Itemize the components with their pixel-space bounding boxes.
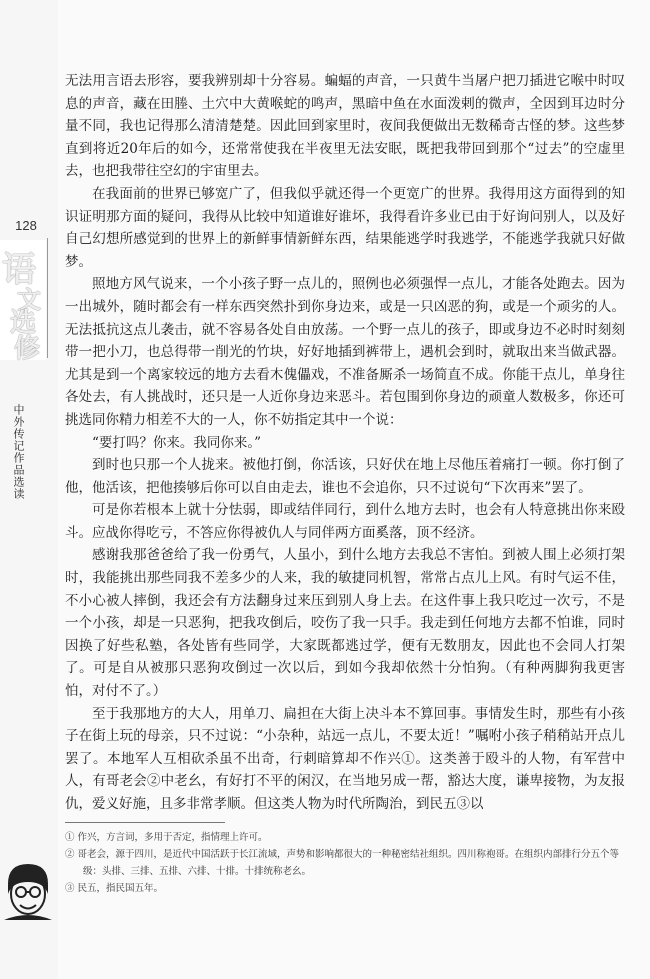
sidebar-divider	[47, 238, 48, 358]
sidebar	[0, 0, 58, 979]
paragraph: 感谢我那爸爸给了我一份勇气，人虽小，到什么地方去我总不害怕。到被人围上必须打架时，我能挑出那些同我不差多少的人来，我的敏捷同机智，常常占点儿上风。有时气运不佳，不小心被人摔倒，我还会有方法翻身过来压到别人身上去。在这件事上我只吃过一次亏，不是一个小孩，却是一只恶狗，把我攻倒后，咬伤了我一只手。我走到任何地方去都不怕谁，同时因换了好些私塾，各处皆有些同学，大家既都逃过学，便有无数朋友，因此也不会同人打架了。可是自从被那只恶狗攻倒过一次以后，到如今我却依然十分怕狗。（有种两脚狗我更害怕，对付不了。）	[65, 547, 625, 700]
footnotes	[65, 822, 630, 897]
sidebar-title-char: 选	[9, 308, 36, 338]
paragraph: 无法用言语去形容，要我辨别却十分容易。蝙蝠的声音，一只黄牛当屠户把刀插进它喉中时叹息的声音，藏在田塍、土穴中大黄喉蛇的鸣声，黑暗中鱼在水面泼剌的微声，全因到耳边时分量不同，我也记得那么清清楚楚。因此回到家里时，夜间我便做出无数稀奇古怪的梦。这些梦直到将近20年后的如今，还常常使我在半夜里无法安眠，既把我带回到那个“过去”的空虚里去，也把我带往空幻的宇宙里去。	[65, 73, 625, 180]
paragraph: 到时也只那一个人拢来。被他打倒，你活该，只好伏在地上尽他压着痛打一顿。你打倒了他，他活该，把他揍够后你可以自由走去，谁也不会追你，只不过说句“下次再来”罢了。	[65, 457, 625, 496]
sidebar-subtitle: 中外传记作品选读	[12, 404, 25, 500]
paragraph: 照地方风气说来，一个小孩子野一点儿的，照例也必须强悍一点儿，才能各处跑去。因为一出城外，随时都会有一样东西突然扑到你身边来，或是一只凶恶的狗，或是一个顽劣的人。无法抵抗这点儿袭击，就不容易各处自由放荡。一个野一点儿的孩子，即或身边不必时时刻刻带一把小刀，也总得带一削光的竹块，好好地插到裤带上，遇机会到时，就取出来当做武器。尤其是到一个离家较远的地方去看木傀儡戏，不准备厮杀一场简直不成。你能干点儿，单身往各处去，有人挑战时，还只是一人近你身边来恶斗。若包围到你身边的顽童人数极多，你还可挑选同你精力相差不大的一人，你不妨指定其中一个说：	[65, 276, 625, 428]
footnote: ② 哥老会，源于四川，是近代中国活跃于长江流域，声势和影响都很大的一种秘密结社组织。四川称袍哥。在组织内部排行分五个等级：头排、三排、五排、六排、十排。十排统称老幺。	[65, 849, 620, 877]
paragraph: 在我面前的世界已够宽广了，但我似乎就还得一个更宽广的世界。我得用这方面得到的知识证明那方面的疑问，我得从比较中知道谁好谁坏，我得看许多业已由于好询问别人，以及好自己幻想所感觉到的世界上的新鲜事情新鲜东西，结果能逃学时我逃学，不能逃学我就只好做梦。	[65, 185, 625, 270]
sidebar-series-title	[0, 240, 46, 364]
sidebar-title-char: 语	[2, 250, 36, 290]
paragraph: 至于我那地方的大人，用单刀、扁担在大街上决斗本不算回事。事情发生时，那些有小孩子在街上玩的母亲，只不过说：“小杂种，站远一点儿，不要太近！”嘱咐小孩子稍稍站开点儿罢了。本地军人互相砍杀虽不出奇，行刺暗算却不作兴①。这类善于殴斗的人物，有军营中人，有哥老会②中老幺，有好打不平的闲汉，在当地另成一帮，豁达大度，谦卑接物，为友报仇，爱义好施，且多非常孝顺。但这类人物为时代所陶治，到民五③以	[65, 705, 625, 812]
main-text	[65, 70, 625, 816]
sidebar-title-char: 修	[13, 334, 40, 364]
paragraph: 可是你若根本上就十分怯弱，即或结伴同行，到什么地方去时，也会有人特意挑出你来殴斗。应战你得吃亏，不答应你得被仇人与同伴两方面奚落，顶不经济。	[65, 502, 625, 541]
footnote: ① 作兴，方言词，多用于否定，指情理上许可。	[65, 832, 268, 843]
footnote: ③ 民五，指民国五年。	[65, 883, 164, 894]
paragraph: “要打吗？你来。我同你来。”	[92, 434, 262, 451]
footnote-divider	[65, 822, 225, 823]
page-number: 128	[15, 218, 37, 233]
author-portrait-icon	[0, 860, 56, 920]
sidebar-title-char: 文	[17, 285, 41, 314]
